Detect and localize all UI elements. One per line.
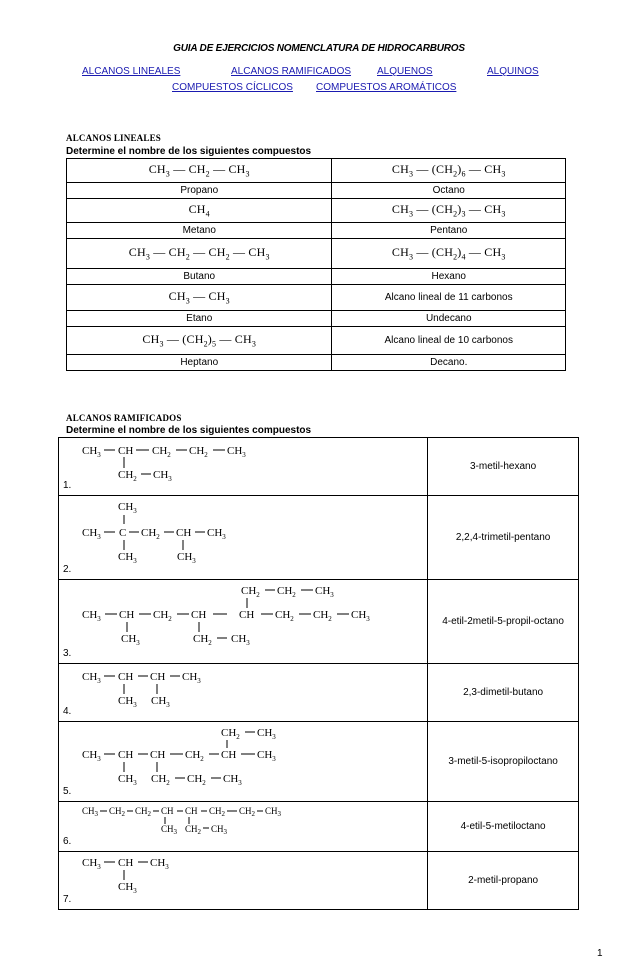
table-alcanos-lineales <box>66 158 566 371</box>
compound-name: Octano <box>332 183 566 199</box>
svg-text:CH3: $CH_3$ <box>265 806 282 818</box>
svg-text:C: C <box>119 527 127 539</box>
formula-cell <box>67 327 332 355</box>
compound-name: 4-etil-5-metiloctano <box>428 802 579 852</box>
svg-text:CH3: $CH_3$ <box>82 806 99 818</box>
svg-text:CH2: $CH_2$ <box>118 469 137 483</box>
formula-octano: $CH_3$ — $(CH_2)_6$ — $CH_3$ <box>391 162 506 179</box>
compound-description: Alcano lineal de 11 carbonos <box>332 285 566 311</box>
svg-text:CH: CH <box>118 671 134 683</box>
section-subtitle-lineales: Determine el nombre de los siguientes compuestos <box>66 146 312 157</box>
svg-text:CH3: $CH_3$ <box>227 445 246 459</box>
compound-name: 3-metil-hexano <box>428 438 579 496</box>
svg-text:CH2: $CH_2$ <box>209 806 226 818</box>
svg-text:CH3: $CH_3$ <box>82 671 101 685</box>
structure-cell <box>59 438 428 496</box>
svg-text:CH2: $CH_2$ <box>239 806 256 818</box>
svg-text:CH3: $CH_3$ <box>257 727 276 741</box>
exercise-number: 2. <box>63 564 72 575</box>
table-alcanos-ramificados <box>58 437 579 910</box>
compound-name: Metano <box>67 223 332 239</box>
svg-text:CH3: $CH_3$ <box>118 501 137 515</box>
formula-cell <box>67 239 332 269</box>
formula-metano: $CH_4$ <box>188 202 210 219</box>
compound-name: 4-etil-2metil-5-propil-octano <box>428 580 579 664</box>
svg-text:CH3: $CH_3$ <box>82 527 101 541</box>
svg-text:CH3: $CH_3$ <box>177 551 196 565</box>
nav-link-alcanos-lineales[interactable]: ALCANOS LINEALES <box>82 66 181 77</box>
svg-text:CH3: $CH_3$ <box>150 857 169 871</box>
formula-butano: $CH_3$ — $CH_2$ — $CH_2$ — $CH_3$ <box>128 245 270 262</box>
svg-text:CH: CH <box>191 609 207 621</box>
svg-text:CH3: $CH_3$ <box>118 773 137 787</box>
formula-propano: $CH_3$ — $CH_2$ — $CH_3$ <box>148 162 250 179</box>
svg-text:CH: CH <box>176 527 192 539</box>
svg-text:CH2: $CH_2$ <box>221 727 240 741</box>
nav-link-alquinos[interactable]: ALQUINOS <box>487 66 539 77</box>
exercise-number: 5. <box>63 786 72 797</box>
structure-cell <box>59 664 428 722</box>
exercise-number: 3. <box>63 648 72 659</box>
compound-name: Undecano <box>332 311 566 327</box>
section-subtitle-ramificados: Determine el nombre de los siguientes compuestos <box>66 425 312 436</box>
structure-6 <box>77 802 417 850</box>
nav-link-alcanos-ramificados[interactable]: ALCANOS RAMIFICADOS <box>231 66 352 77</box>
section-title-ramificados: ALCANOS RAMIFICADOS <box>66 413 182 423</box>
svg-text:CH2: $CH_2$ <box>109 806 126 818</box>
formula-cell <box>332 159 566 183</box>
structure-1 <box>77 438 417 494</box>
svg-text:CH: CH <box>161 806 174 816</box>
svg-text:CH3: $CH_3$ <box>231 633 250 647</box>
svg-text:CH3: $CH_3$ <box>211 824 228 836</box>
svg-text:CH3: $CH_3$ <box>351 609 370 623</box>
svg-text:CH2: $CH_2$ <box>193 633 212 647</box>
exercise-number: 4. <box>63 706 72 717</box>
structure-cell <box>59 580 428 664</box>
compound-name: 2,3-dimetil-butano <box>428 664 579 722</box>
svg-text:CH3: $CH_3$ <box>82 857 101 871</box>
exercise-number: 7. <box>63 894 72 905</box>
svg-text:CH3: $CH_3$ <box>223 773 242 787</box>
svg-text:CH2: $CH_2$ <box>185 824 202 836</box>
svg-text:CH2: $CH_2$ <box>152 445 171 459</box>
formula-cell <box>67 199 332 223</box>
svg-text:CH: CH <box>118 445 134 457</box>
document-title: GUIA DE EJERCICIOS NOMENCLATURA DE HIDROCARBUROS <box>173 43 465 54</box>
formula-cell <box>332 199 566 223</box>
structure-cell <box>59 852 428 910</box>
svg-text:CH3: $CH_3$ <box>161 824 178 836</box>
compound-name: Propano <box>67 183 332 199</box>
svg-text:CH3: $CH_3$ <box>121 633 140 647</box>
svg-text:CH2: $CH_2$ <box>151 773 170 787</box>
svg-text:CH2: $CH_2$ <box>277 585 296 599</box>
svg-text:CH2: $CH_2$ <box>135 806 152 818</box>
structure-7 <box>77 852 417 908</box>
structure-cell <box>59 496 428 580</box>
formula-cell <box>67 285 332 311</box>
compound-description: Alcano lineal de 10 carbonos <box>332 327 566 355</box>
svg-text:CH3: $CH_3$ <box>82 445 101 459</box>
compound-name: Heptano <box>67 355 332 371</box>
svg-text:CH2: $CH_2$ <box>313 609 332 623</box>
svg-text:CH3: $CH_3$ <box>153 469 172 483</box>
svg-text:CH2: $CH_2$ <box>141 527 160 541</box>
svg-text:CH3: $CH_3$ <box>315 585 334 599</box>
compound-name: Hexano <box>332 269 566 285</box>
exercise-number: 1. <box>63 480 72 491</box>
svg-text:CH3: $CH_3$ <box>182 671 201 685</box>
structure-2 <box>77 496 417 578</box>
section-title-lineales: ALCANOS LINEALES <box>66 133 161 143</box>
structure-4 <box>77 664 417 720</box>
svg-text:CH: CH <box>239 609 255 621</box>
formula-pentano: $CH_3$ — $(CH_2)_3$ — $CH_3$ <box>391 202 506 219</box>
structure-cell <box>59 802 428 852</box>
structure-5 <box>77 722 417 800</box>
svg-text:CH3: $CH_3$ <box>207 527 226 541</box>
svg-text:CH3: $CH_3$ <box>82 749 101 763</box>
svg-text:CH: CH <box>185 806 198 816</box>
nav-link-alquenos[interactable]: ALQUENOS <box>377 66 433 77</box>
svg-text:CH2: $CH_2$ <box>275 609 294 623</box>
svg-text:CH: CH <box>221 749 237 761</box>
svg-text:CH3: $CH_3$ <box>151 695 170 709</box>
nav-link-compuestos-ciclicos[interactable]: COMPUESTOS CÍCLICOS <box>172 82 293 93</box>
svg-text:CH: CH <box>118 857 134 869</box>
structure-3 <box>77 580 427 662</box>
compound-name: Decano. <box>332 355 566 371</box>
formula-cell <box>67 159 332 183</box>
svg-text:CH2: $CH_2$ <box>187 773 206 787</box>
formula-heptano: $CH_3$ — $(CH_2)_5$ — $CH_3$ <box>142 332 257 349</box>
formula-hexano: $CH_3$ — $(CH_2)_4$ — $CH_3$ <box>391 245 506 262</box>
compound-name: 2-metil-propano <box>428 852 579 910</box>
svg-text:CH2: $CH_2$ <box>185 749 204 763</box>
nav-link-compuestos-aromaticos[interactable]: COMPUESTOS AROMÁTICOS <box>316 82 457 93</box>
svg-text:CH3: $CH_3$ <box>82 609 101 623</box>
svg-text:CH3: $CH_3$ <box>257 749 276 763</box>
compound-name: Etano <box>67 311 332 327</box>
svg-text:CH3: $CH_3$ <box>118 551 137 565</box>
svg-text:CH: CH <box>118 749 134 761</box>
compound-name: 2,2,4-trimetil-pentano <box>428 496 579 580</box>
svg-text:CH3: $CH_3$ <box>118 695 137 709</box>
exercise-number: 6. <box>63 836 72 847</box>
compound-name: Butano <box>67 269 332 285</box>
svg-text:CH2: $CH_2$ <box>241 585 260 599</box>
svg-text:CH: CH <box>150 749 166 761</box>
formula-etano: $CH_3$ — $CH_3$ <box>168 289 230 306</box>
page-number: 1 <box>597 948 603 959</box>
svg-text:CH3: $CH_3$ <box>118 881 137 895</box>
svg-text:CH2: $CH_2$ <box>153 609 172 623</box>
formula-cell <box>332 239 566 269</box>
compound-name: Pentano <box>332 223 566 239</box>
compound-name: 3-metil-5-isopropiloctano <box>428 722 579 802</box>
svg-text:CH: CH <box>119 609 135 621</box>
svg-text:CH: CH <box>150 671 166 683</box>
structure-cell <box>59 722 428 802</box>
svg-text:CH2: $CH_2$ <box>189 445 208 459</box>
